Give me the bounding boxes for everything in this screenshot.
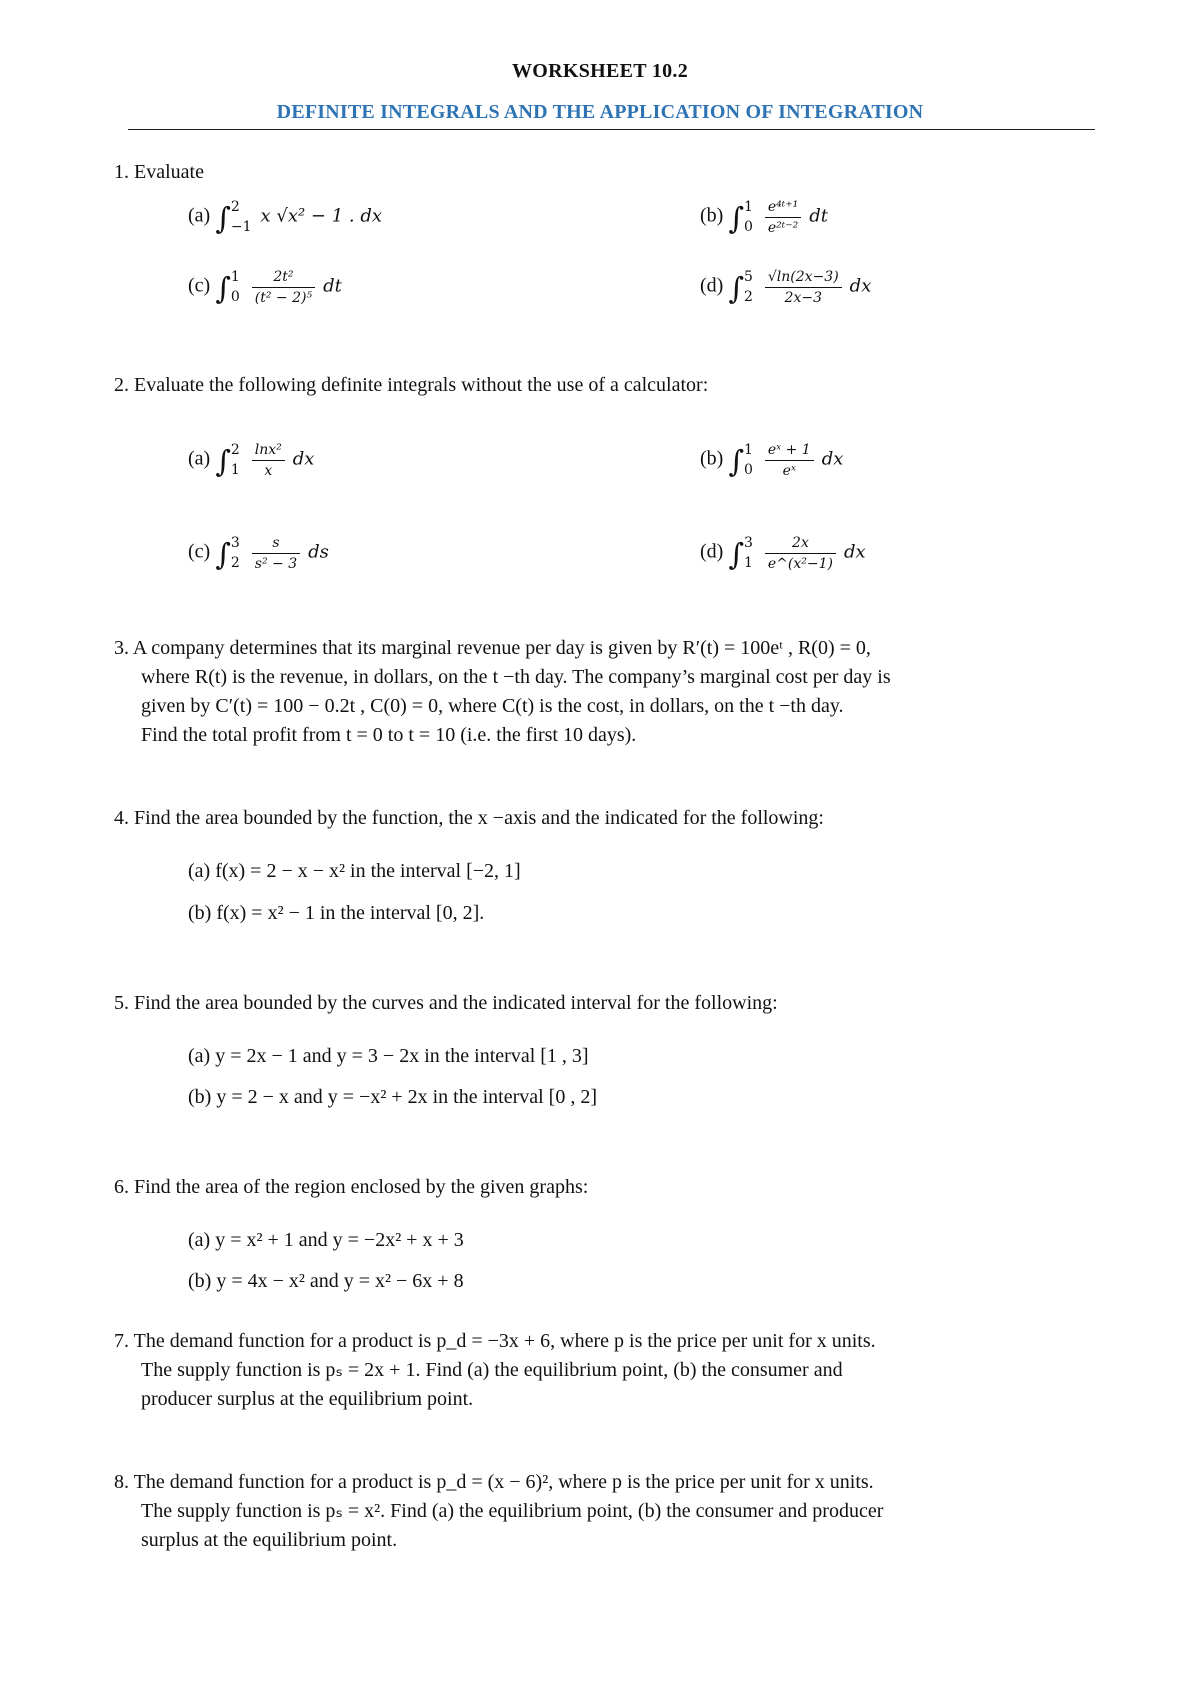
numerator: 2x [765,535,836,554]
upper-limit: 3 [230,535,240,551]
question-8-line-3: surplus at the equilibrium point. [141,1529,398,1551]
integral-limits [744,440,753,480]
upper-limit: 1 [743,442,753,458]
question-1-heading [114,158,204,187]
denominator: (t² − 2)⁵ [254,289,313,306]
numerator: s [252,535,300,554]
q2d-fraction [765,535,836,572]
lower-limit: −1 [230,219,252,235]
q2-part-c [188,533,329,573]
q1-part-b [700,197,828,237]
question-7-line-3: producer surplus at the equilibrium point. [141,1388,474,1410]
q4-part-b: (b) f(x) = x² − 1 in the interval [0, 2]. [188,902,485,924]
question-7 [114,1327,1094,1414]
integral-sign: ∫ [215,271,231,307]
integral-sign: ∫ [728,271,744,307]
q1a-expression: x √x² − 1 . dx [260,205,383,227]
question-3-line-4: Find the total profit from t = 0 to t = 10 (i.e. the first 10 days). [141,724,637,746]
q2-part-b [700,440,843,480]
lower-limit: 1 [743,555,753,571]
lower-limit: 1 [230,462,240,478]
q1-part-c [188,267,342,307]
q1b-label: (b) [700,204,724,227]
question-1-text: Evaluate [134,161,204,183]
q2c-differential: ds [308,541,329,563]
integral-sign: ∫ [728,444,744,480]
integral-limits [231,267,240,307]
question-5-text: Find the area bounded by the curves and the indicated interval for the following: [134,992,778,1014]
q5-part-a: (a) y = 2x − 1 and y = 3 − 2x in the interval [1 , 3] [188,1045,589,1067]
q2b-fraction [765,442,814,479]
question-8-line-1: The demand function for a product is p_d = (x − 6)², where p is the price per unit for x units. [133,1471,874,1493]
q1b-differential: dt [809,205,829,227]
q1d-label: (d) [700,274,724,297]
lower-limit: 2 [743,289,753,305]
question-4-text: Find the area bounded by the function, the x −axis and the indicated for the following: [134,807,824,829]
denominator: e²ᵗ⁻² [767,219,799,236]
lower-limit: 0 [743,462,753,478]
q2b-differential: dx [821,448,844,470]
q1d-fraction [765,269,842,306]
numerator: 2t² [252,269,315,288]
integral-limits [231,533,240,573]
question-8 [114,1468,1094,1555]
q2a-fraction [252,442,285,479]
q5-part-b: (b) y = 2 − x and y = −x² + 2x in the interval [0 , 2] [188,1086,597,1108]
denominator: e^(x²−1) [767,555,833,572]
q1-part-d [700,267,871,307]
numerator: e⁴ᵗ⁺¹ [765,199,801,218]
question-1-number: 1. [114,161,129,183]
question-6-heading [114,1173,588,1202]
denominator: eˣ [782,462,796,479]
integral-limits [744,267,753,307]
q1c-label: (c) [188,274,211,297]
question-7-line-2: The supply function is pₛ = 2x + 1. Find (a) the equilibrium point, (b) the consumer and [141,1359,843,1381]
q2b-label: (b) [700,447,724,470]
integral-limits [744,197,753,237]
upper-limit: 1 [743,199,753,215]
integral-sign: ∫ [215,201,231,237]
question-2-heading [114,371,708,400]
numerator: lnx² [252,442,285,461]
lower-limit: 2 [230,555,240,571]
integral-sign: ∫ [728,201,744,237]
integral-sign: ∫ [215,537,231,573]
q1c-fraction [252,269,315,306]
q2c-fraction [252,535,300,572]
q6-part-b: (b) y = 4x − x² and y = x² − 6x + 8 [188,1270,464,1292]
question-7-number: 7. [114,1330,129,1352]
numerator: eˣ + 1 [765,442,814,461]
q1c-differential: dt [323,275,342,297]
question-7-line-1: The demand function for a product is p_d = −3x + 6, where p is the price per unit for x units. [133,1330,876,1352]
denominator: 2x−3 [784,289,822,306]
q2a-label: (a) [188,447,211,470]
question-3-line-1: A company determines that its marginal revenue per day is given by R′(t) = 100eᵗ , R(0) = 0, [132,637,871,659]
integral-limits [231,197,252,237]
lower-limit: 0 [230,289,240,305]
lower-limit: 0 [743,219,753,235]
question-4-heading [114,804,824,833]
q2d-label: (d) [700,540,724,563]
q2-part-d [700,533,866,573]
q6-part-a: (a) y = x² + 1 and y = −2x² + x + 3 [188,1229,464,1251]
upper-limit: 2 [230,199,240,215]
upper-limit: 3 [743,535,753,551]
numerator: √ln(2x−3) [765,269,842,288]
integral-sign: ∫ [728,537,744,573]
question-2-number: 2. [114,374,129,396]
upper-limit: 5 [743,269,753,285]
question-2-text: Evaluate the following definite integrals without the use of a calculator: [134,374,709,396]
denominator: s² − 3 [254,555,298,572]
denominator: x [264,462,273,479]
integral-limits [744,533,753,573]
question-3-line-3: given by C′(t) = 100 − 0.2t , C(0) = 0, where C(t) is the cost, in dollars, on the t −th day. [141,695,844,717]
q2d-differential: dx [843,541,866,563]
q2c-label: (c) [188,540,211,563]
q2a-differential: dx [292,448,315,470]
upper-limit: 2 [230,442,240,458]
worksheet-subtitle: DEFINITE INTEGRALS AND THE APPLICATION OF INTEGRATION [276,101,924,123]
question-3-line-2: where R(t) is the revenue, in dollars, on the t −th day. The company’s marginal cost per day is [141,666,891,688]
question-6-text: Find the area of the region enclosed by the given graphs: [134,1176,589,1198]
question-5-heading [114,989,778,1018]
integral-limits [231,440,240,480]
question-3-number: 3. [114,637,129,659]
q1-part-a [188,197,382,237]
question-6-number: 6. [114,1176,129,1198]
q1b-fraction [765,199,801,236]
worksheet-title: WORKSHEET 10.2 [511,60,689,82]
question-3 [114,634,1094,750]
upper-limit: 1 [230,269,240,285]
q1a-label: (a) [188,204,211,227]
question-5-number: 5. [114,992,129,1014]
integral-sign: ∫ [215,444,231,480]
q2-part-a [188,440,314,480]
q4-part-a: (a) f(x) = 2 − x − x² in the interval [−2, 1] [188,860,521,882]
question-8-number: 8. [114,1471,129,1493]
question-8-line-2: The supply function is pₛ = x². Find (a) the equilibrium point, (b) the consumer and producer [141,1500,884,1522]
header-divider [128,129,1095,130]
question-4-number: 4. [114,807,129,829]
q1d-differential: dx [849,275,872,297]
